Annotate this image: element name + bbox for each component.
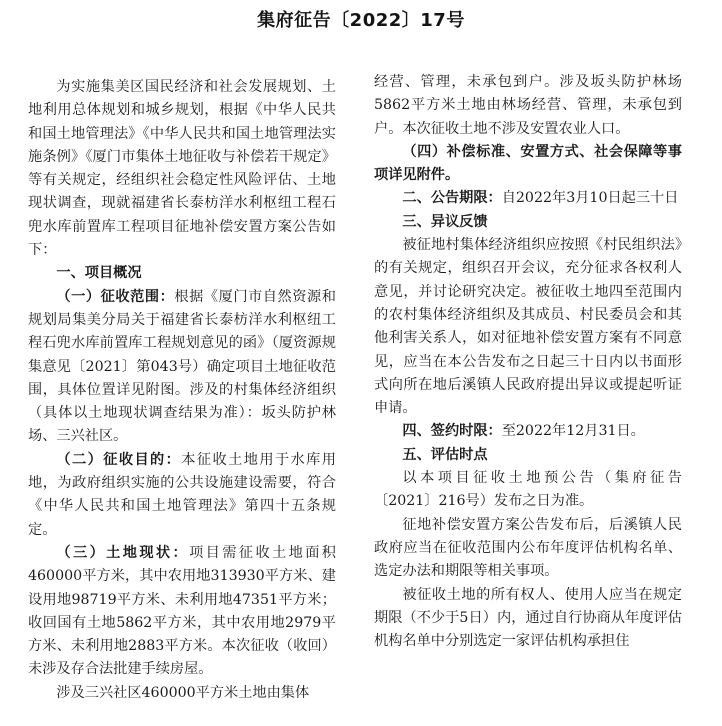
item-scope-paragraph [28,286,336,449]
left-column [28,76,336,705]
announcement-period-text: 自2022年3月10日起三十日 [501,190,679,207]
item-purpose-paragraph [28,449,336,542]
item-purpose-label: （二）征收目的： [56,451,182,468]
intro-paragraph: 为实施集美区国民经济和社会发展规划、土地利用总体规划和城乡规划，根据《中华人民共和国土地管理法》《中华人民共和国土地管理法实施条例》《厦门市集体土地征收与补偿若干规定》等有关规定，经组织社会稳定性风险评估、土地现状调查，现就福建省长泰枋洋水利枢纽工程石兜水库前置库工程项目征地补偿安置方案公告如下： [28,79,336,259]
signing-deadline-text: 至2022年12月31日。 [501,423,645,440]
item-purpose-text: 本征收土地用于水库用地，为政府组织实施的公共设施建设需要，符合《中华人民共和国土地管理法》第四十五条规定。 [28,451,336,538]
section-heading-valuation-date: 五、评估时点 [402,446,488,463]
item-scope-label: （一）征收范围： [56,288,175,305]
announcement-period-paragraph [374,187,682,210]
valuation-date-paragraph: 以本项目征收土地预公告（集府征告〔2021〕216号）发布之日为准。 [374,470,682,510]
assessor-list-paragraph: 征地补偿安置方案公告发布后，后溪镇人民政府应当在征收范围内公布年度评估机构名单、选定办法和期限等相关事项。 [374,516,682,580]
page-title: 集府征告〔2022〕17号 [257,10,465,31]
signing-deadline-label: 四、签约时限： [402,423,502,440]
item-land-status-text: 项目需征收土地面积460000平方米，其中农用地313930平方米、建设用地98719平方米、未利用地47351平方米；收回国有土地5862平方米，其中农用地2979平方米、未利用地2883平方米。本次征收（收回）未涉及存合法批建手续房屋。 [28,544,336,678]
item-land-status-paragraph [28,542,336,682]
objection-paragraph: 被征地村集体经济组织应按照《村民组织法》的有关规定，组织召开会议，充分征求各权利人意见，并讨论研究决定。被征收土地四至范围内的农村集体经济组织及其成员、村民委员会和其他利害关系人，如对征地补偿安置方案有不同意见，应当在本公告发布之日起三十日内以书面形式向所在地后溪镇人民政府提出异议或提起听证申请。 [374,237,682,417]
item-scope-text: 根据《厦门市自然资源和规划局集美分局关于福建省长泰枋洋水利枢纽工程石兜水库前置库工程规划意见的函》（厦资源规集意见〔2021〕第043号）确定项目土地征收范围，具体位置详见附图。涉及的村集体经济组织（具体以土地现状调查结果为准）：坂头防护林场、三兴社区。 [28,288,336,445]
item-compensation-paragraph: （四）补偿标准、安置方式、社会保障等事项详见附件。 [374,143,682,184]
section-heading-objection: 三、异议反馈 [402,213,488,230]
signing-deadline-paragraph [374,420,682,443]
continued-paragraph: 经营、管理，未承包到户。涉及坂头防护林场5862平方米土地由林场经营、管理，未承包到户。本次征收土地不涉及安置农业人口。 [374,74,682,137]
item-land-status-label: （三）土地现状： [56,544,190,561]
section-heading-project-overview: 一、项目概况 [56,265,142,282]
right-column [374,71,682,653]
assessor-selection-paragraph: 被征收土地的所有权人、使用人应当在规定期限（不少于5日）内，通过自行协商从年度评估机构名单中分别选定一家评估机构承担住 [374,586,682,650]
announcement-period-label: 二、公告期限： [402,190,502,207]
item-land-status-continuation: 涉及三兴社区460000平方米土地由集体 [56,684,310,701]
